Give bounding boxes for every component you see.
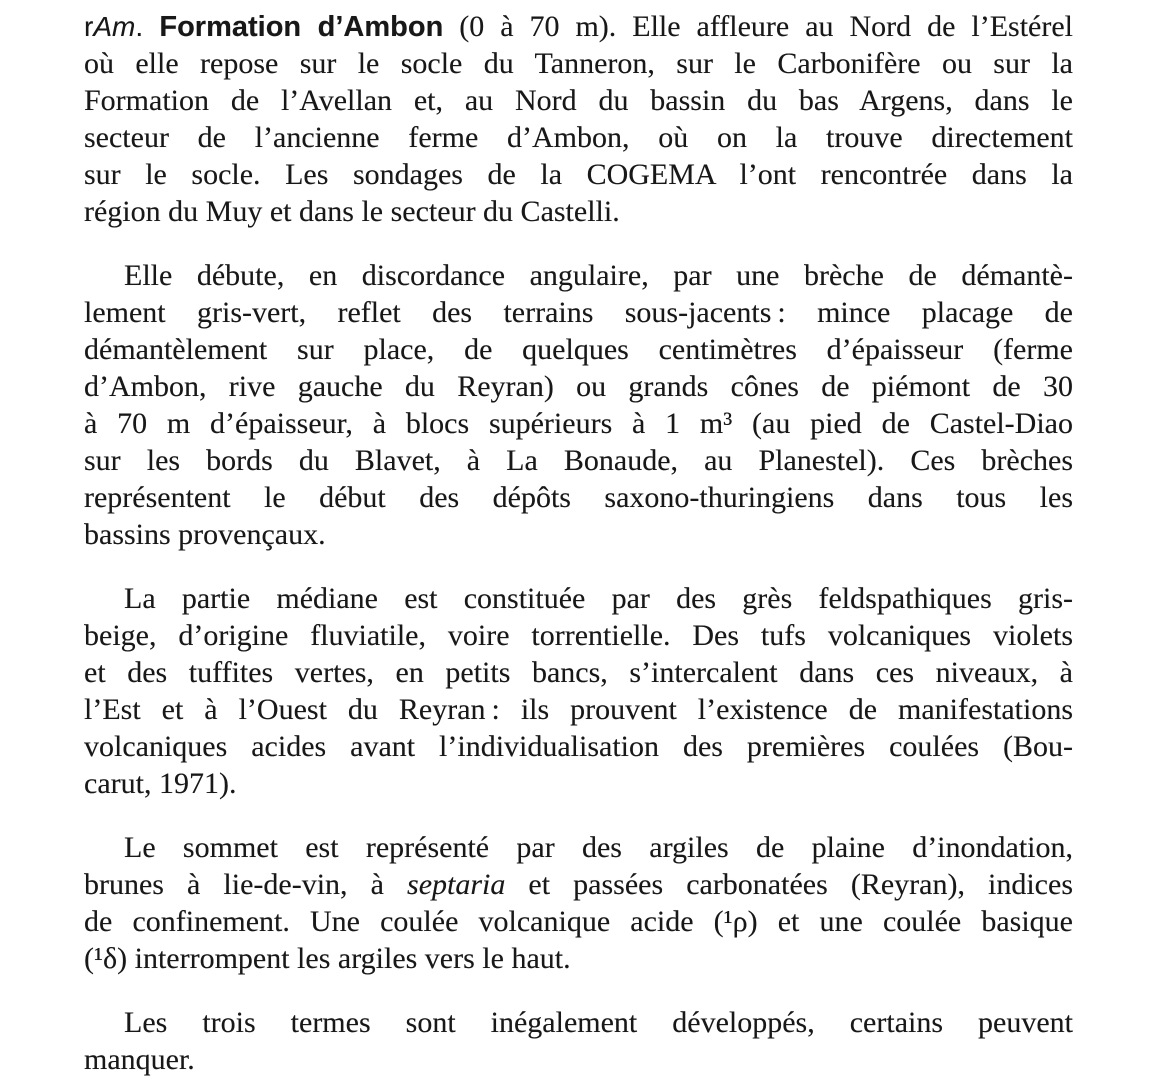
term-septaria: septaria [407,868,506,901]
body-text: secteur de l’ancienne ferme d’Ambon, où on la trouve directement [84,121,1073,154]
text-line [84,765,1073,802]
body-text: La partie médiane est constituée par des grès feldspathiques gris- [124,582,1073,615]
body-text: Formation de l’Avellan et, au Nord du bassin du bas Argens, dans le [84,84,1073,117]
text-line [84,45,1073,82]
body-text: lement gris-vert, reflet des terrains sous-jacents : mince placage de [84,296,1073,329]
paragraph-2 [84,257,1073,553]
text-line [84,617,1073,654]
body-text: démantèlement sur place, de quelques centimètres d’épaisseur (ferme [84,333,1073,366]
text-line [84,193,1073,230]
body-text: carut, 1971). [84,767,237,800]
text-line [84,866,1073,903]
map-unit-code: r [84,11,94,42]
body-text: et des tuffites vertes, en petits bancs, s’intercalent dans ces niveaux, à [84,656,1073,689]
body-text: région du Muy et dans le secteur du Castelli. [84,195,620,228]
body-text: beige, d’origine fluviatile, voire torrentielle. Des tufs volcaniques violets [84,619,1073,652]
body-text: à 70 m d’épaisseur, à blocs supérieurs à 1 m³ (au pied de Castel-Diao [84,407,1073,440]
body-text: (¹δ) interrompent les argiles vers le haut. [84,942,571,975]
text-block [84,8,1073,1078]
text-line [84,331,1073,368]
body-text: bassins provençaux. [84,518,326,551]
text-line [84,156,1073,193]
body-text: représentent le début des dépôts saxono-thuringiens dans tous les [84,481,1073,514]
text-line [84,294,1073,331]
paragraph-5 [84,1004,1073,1078]
text-line [84,442,1073,479]
text-line [84,119,1073,156]
body-text: et passées carbonatées (Reyran), indices [505,868,1073,901]
text-line [84,1004,1073,1041]
body-text: où elle repose sur le socle du Tanneron, sur le Carbonifère ou sur la [84,47,1073,80]
body-text: de confinement. Une coulée volcanique acide (¹ρ) et une coulée basique [84,905,1073,938]
body-text: Elle débute, en discordance angulaire, par une brèche de démantè- [124,259,1073,292]
body-text: d’Ambon, rive gauche du Reyran) ou grands cônes de piémont de 30 [84,370,1073,403]
body-text: brunes à lie-de-vin, à [84,868,408,901]
body-text: l’Est et à l’Ouest du Reyran : ils prouvent l’existence de manifestations [84,693,1073,726]
text-line [84,516,1073,553]
body-text: manquer. [84,1043,195,1076]
body-text: Le sommet est représenté par des argiles de plaine d’inondation, [124,831,1073,864]
text-line [84,728,1073,765]
formation-title: Formation d’Ambon [159,11,444,43]
text-line [84,654,1073,691]
text-line [84,691,1073,728]
body-text: sur les bords du Blavet, à La Bonaude, au Planestel). Ces brèches [84,444,1073,477]
map-unit-code: . [135,11,160,42]
body-text: Les trois termes sont inégalement développés, certains peuvent [124,1006,1073,1039]
paragraph-1 [84,8,1073,230]
paragraph-3 [84,580,1073,802]
body-text: (0 à 70 m). Elle affleure au Nord de l’Estérel [443,10,1073,43]
text-line [84,1041,1073,1078]
text-line [84,368,1073,405]
text-line [84,8,1073,45]
text-line [84,829,1073,866]
body-text: sur le socle. Les sondages de la COGEMA l’ont rencontrée dans la [84,158,1073,191]
text-line [84,405,1073,442]
paragraph-4 [84,829,1073,977]
body-text: volcaniques acides avant l’individualisation des premières coulées (Bou- [84,730,1073,763]
text-line [84,257,1073,294]
text-line [84,82,1073,119]
map-unit-code: Am [93,11,136,42]
text-line [84,903,1073,940]
text-line [84,479,1073,516]
text-line [84,940,1073,977]
text-line [84,580,1073,617]
